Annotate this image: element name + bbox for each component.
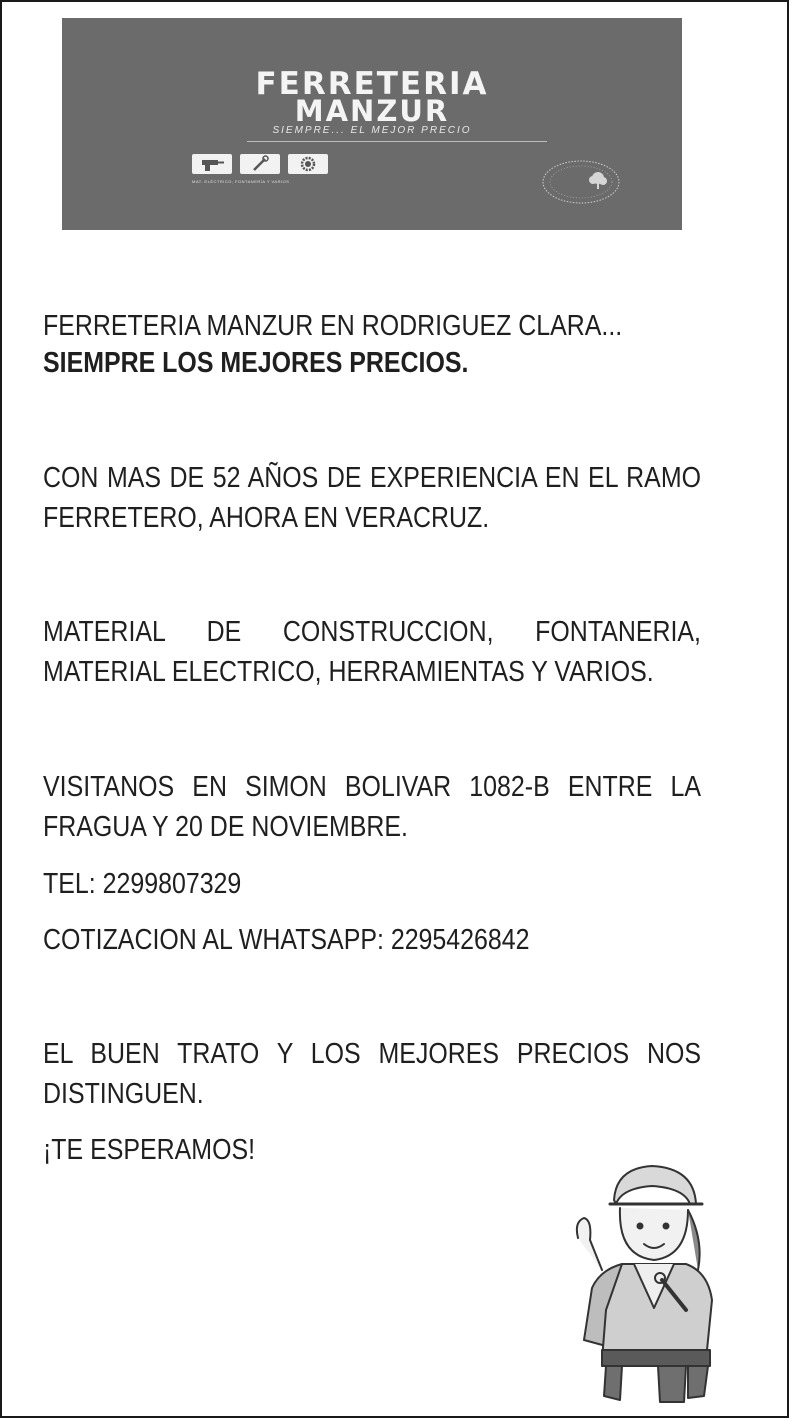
gear-icon [288,154,328,174]
wrench-icon [240,154,280,174]
whatsapp-line: COTIZACION AL WHATSAPP: 2295426842 [43,924,530,956]
paragraph-intro-line1: FERRETERIA MANZUR EN RODRIGUEZ CLARA... [43,310,623,342]
logo-title: FERRETERIA [255,66,489,102]
closing-line: ¡TE ESPERAMOS! [43,1134,256,1166]
phone-line: TEL: 2299807329 [43,868,242,900]
paragraph-experience: CON MAS DE 52 AÑOS DE EXPERIENCIA EN EL RAMO FERRETERO, AHORA EN VERACRUZ. [43,462,701,534]
logo-banner [62,18,682,230]
paragraph-address: VISITANOS EN SIMON BOLIVAR 1082-B ENTRE LA FRAGUA Y 20 DE NOVIEMBRE. [43,771,701,843]
paragraph-products: MATERIAL DE CONSTRUCCION, FONTANERIA, MATERIAL ELECTRICO, HERRAMIENTAS Y VARIOS. [43,616,701,688]
logo-tagline: MAT. ELÉCTRICO, FONTANERÍA Y VARIOS [192,179,290,184]
drill-icon [192,154,232,174]
paragraph-service: EL BUEN TRATO Y LOS MEJORES PRECIOS NOS DISTINGUEN. [43,1038,701,1110]
logo-slogan: SIEMPRE... EL MEJOR PRECIO [272,125,472,136]
slogan-divider [247,141,547,142]
tree-seal-icon [540,158,622,206]
logo-subtitle: MANZUR [294,94,450,128]
worker-woman-illustration [562,1160,714,1408]
paragraph-intro-line2: SIEMPRE LOS MEJORES PRECIOS. [43,347,469,379]
